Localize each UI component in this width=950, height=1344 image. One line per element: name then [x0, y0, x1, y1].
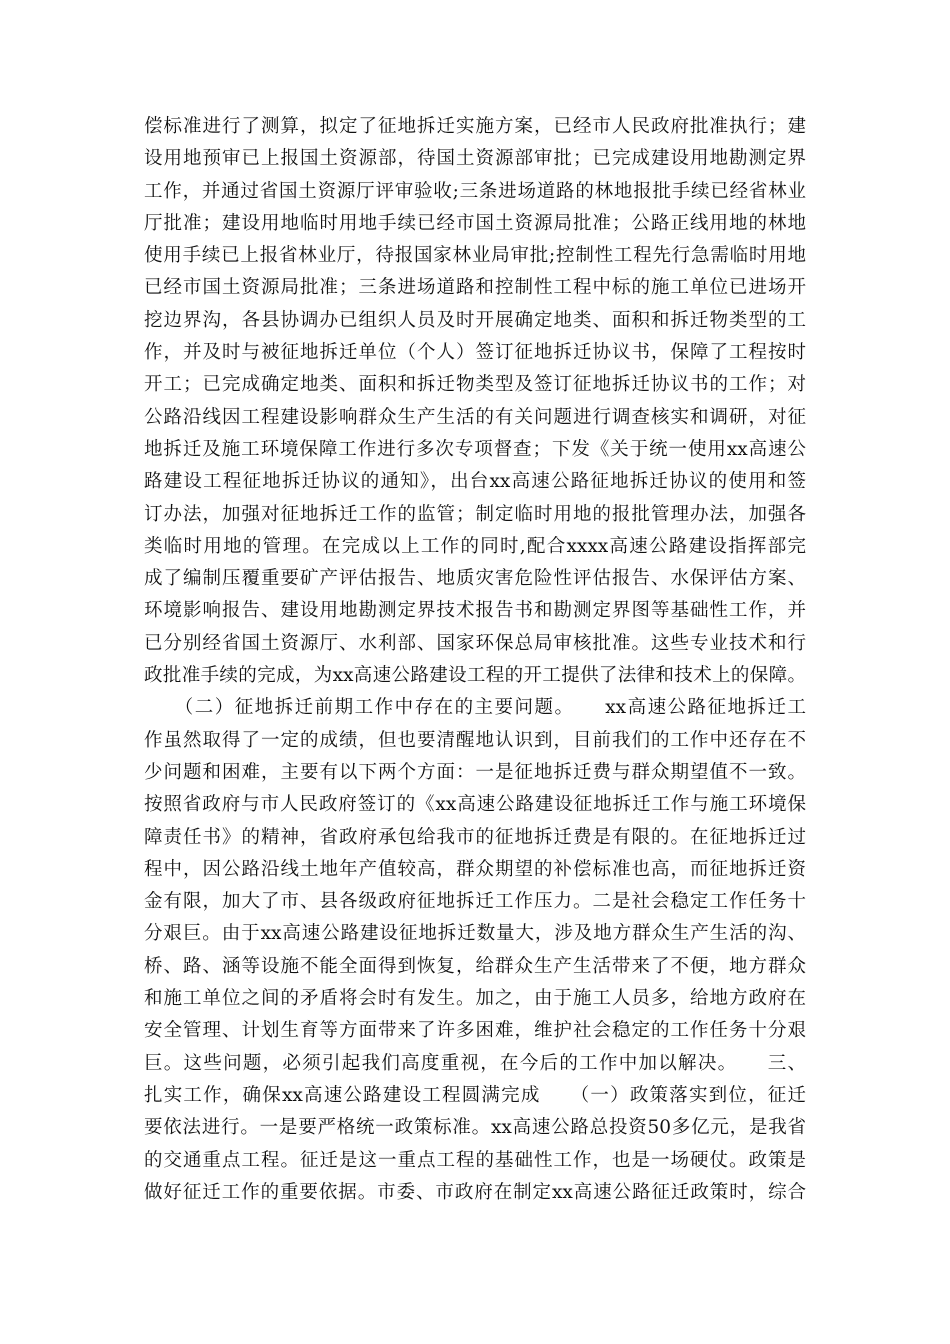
text-line: 作虽然取得了一定的成绩，但也要清醒地认识到，目前我们的工作中还存在不: [144, 729, 806, 751]
text-line: 偿标准进行了测算，拟定了征地拆迁实施方案，已经市人民政府批准执行；建: [144, 116, 806, 137]
text-line: 公路沿线因工程建设影响群众生产生活的有关问题进行调查核实和调研，对征: [144, 406, 806, 428]
text-line: 安全管理、计划生育等方面带来了许多困难，维护社会稳定的工作任务十分艰: [144, 1020, 806, 1042]
text-line: 政批准手续的完成，为xx高速公路建设工程的开工提供了法律和技术上的保障。: [144, 665, 806, 687]
text-line: 桥、路、涵等设施不能全面得到恢复，给群众生产生活带来了不便，地方群众: [144, 955, 806, 977]
text-line: 金有限，加大了市、县各级政府征地拆迁工作压力。二是社会稳定工作任务十: [144, 891, 806, 913]
text-line: 障责任书》的精神，省政府承包给我市的征地拆迁费是有限的。在征地拆迁过: [144, 826, 806, 848]
text-line: 成了编制压覆重要矿产评估报告、地质灾害危险性评估报告、水保评估方案、: [144, 568, 806, 590]
text-line: 已分别经省国土资源厅、水利部、国家环保总局审核批准。这些专业技术和行: [144, 632, 806, 654]
text-line: 作，并及时与被征地拆迁单位（个人）签订征地拆迁协议书，保障了工程按时: [144, 342, 806, 364]
text-line: 类临时用地的管理。在完成以上工作的同时,配合xxxx高速公路建设指挥部完: [144, 535, 806, 557]
text-line: 分艰巨。由于xx高速公路建设征地拆迁数量大，涉及地方群众生产生活的沟、: [144, 923, 806, 945]
text-line: 地拆迁及施工环境保障工作进行多次专项督查；下发《关于统一使用xx高速公: [144, 438, 806, 460]
text-line: 按照省政府与市人民政府签订的《xx高速公路建设征地拆迁工作与施工环境保: [144, 794, 806, 816]
text-line: 工作，并通过省国土资源厅评审验收;三条进场道路的林地报批手续已经省林业: [144, 180, 806, 202]
text-line: 环境影响报告、建设用地勘测定界技术报告书和勘测定界图等基础性工作，并: [144, 600, 806, 622]
text-line: 路建设工程征地拆迁协议的通知》，出台xx高速公路征地拆迁协议的使用和签: [144, 471, 806, 493]
text-line: 和施工单位之间的矛盾将会时有发生。加之，由于施工人员多，给地方政府在: [144, 988, 806, 1010]
text-line: 的交通重点工程。征迁是这一重点工程的基础性工作，也是一场硬仗。政策是: [144, 1149, 806, 1171]
text-line: 开工；已完成确定地类、面积和拆迁物类型及签订征地拆迁协议书的工作；对: [144, 374, 806, 396]
text-line: 使用手续已上报省林业厅，待报国家林业局审批;控制性工程先行急需临时用地: [144, 245, 806, 267]
text-line: 订办法，加强对征地拆迁工作的监管；制定临时用地的报批管理办法，加强各: [144, 503, 806, 525]
text-line: 挖边界沟，各县协调办已组织人员及时开展确定地类、面积和拆迁物类型的工: [144, 309, 806, 331]
text-line: 已经市国土资源局批准；三条进场道路和控制性工程中标的施工单位已进场开: [144, 277, 806, 299]
text-line: 程中，因公路沿线土地年产值较高，群众期望的补偿标准也高，而征地拆迁资: [144, 858, 806, 880]
text-line: 扎实工作，确保xx高速公路建设工程圆满完成 （一）政策落实到位，征迁: [144, 1084, 806, 1106]
document-page: [144, 111, 806, 1209]
text-line: 厅批准；建设用地临时用地手续已经市国土资源局批准；公路正线用地的林地: [144, 212, 806, 234]
text-line: 巨。这些问题，必须引起我们高度重视，在今后的工作中加以解决。 三、: [144, 1052, 806, 1074]
text-line: 少问题和困难，主要有以下两个方面：一是征地拆迁费与群众期望值不一致。: [144, 761, 806, 783]
text-line: 要依法进行。一是要严格统一政策标准。xx高速公路总投资50多亿元，是我省: [144, 1117, 806, 1139]
text-line: 做好征迁工作的重要依据。市委、市政府在制定xx高速公路征迁政策时，综合: [144, 1181, 806, 1203]
text-line: 设用地预审已上报国土资源部，待国土资源部审批；已完成建设用地勘测定界: [144, 148, 806, 170]
text-line: （二）征地拆迁前期工作中存在的主要问题。 xx高速公路征地拆迁工: [144, 697, 806, 719]
